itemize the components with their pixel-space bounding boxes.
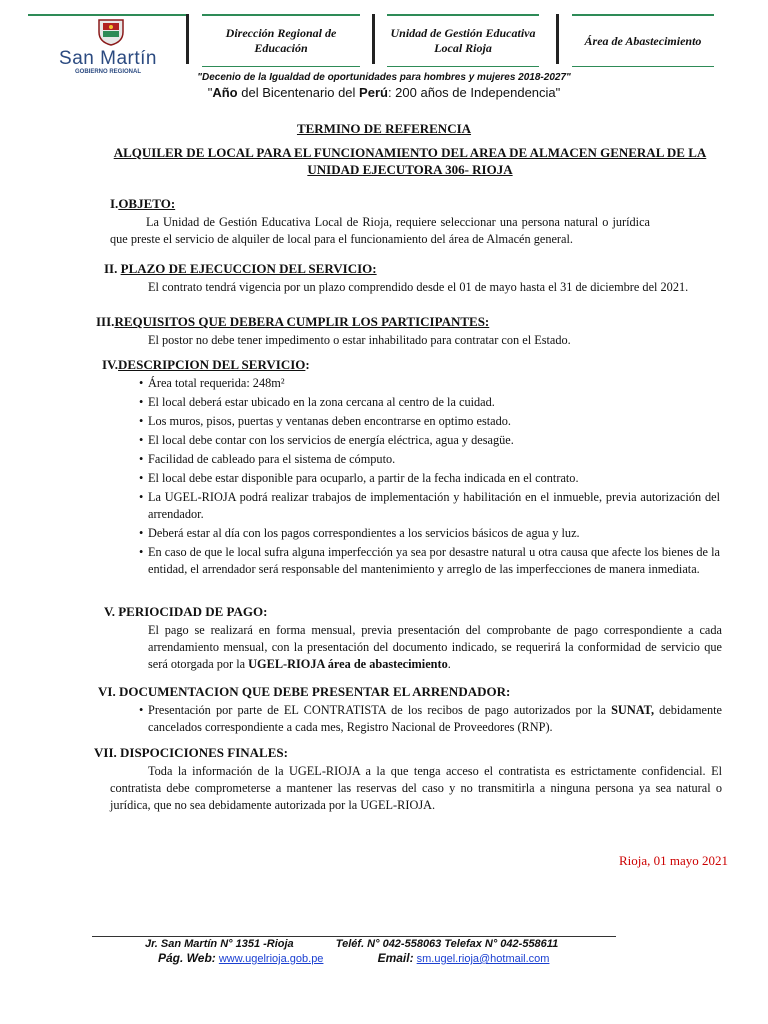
year-slogan: "Año del Bicentenario del Perú: 200 años de Independencia" [207,85,561,100]
header-divider [372,14,375,64]
section-plazo-text: El contrato tendrá vigencia por un plazo comprendido desde el 01 de mayo hasta el 31 de diciembre del 2021. [148,280,689,294]
header-box-ugel: Unidad de Gestión Educativa Local Rioja [387,14,539,66]
footer-phone: Teléf. N° 042-558063 Telefax N° 042-558611 [335,938,559,950]
document-date: Rioja, 01 mayo 2021 [618,853,728,868]
logo-subtitle: GOBIERNO REGIONAL [74,69,141,75]
section-documentacion-heading: VI. DOCUMENTACION QUE DEBE PRESENTAR EL ARRENDADOR: [98,684,511,699]
section-pago-heading: V. PERIOCIDAD DE PAGO: [104,604,268,619]
section-pago-text: El pago se realizará en forma mensual, previa presentación del comprobante de pago correspondiente a cada arrendamiento mensual, con la presentación del documento indicado, se requerirá la conformidad de servicio que será otorgada por la UGEL-RIOJA área de abastecimiento. [148,623,722,671]
list-item: • Área total requerida: 248m² [148,375,718,392]
list-item: • En caso de que le local sufra alguna imperfección ya sea por desastre natural u otra causa que afecte los bienes de la entidad, el arrendador será responsable del mantenimiento y arreglo de las imperfecciones de manera inmediata. [148,544,720,578]
decenio-slogan: "Decenio de la Igualdad de oportunidades para hombres y mujeres 2018-2027" [197,72,571,83]
section-requisitos-text: El postor no debe tener impedimento o estar inhabilitado para contratar con el Estado. [148,333,571,347]
header-divider [556,14,559,64]
header-box-area: Área de Abastecimiento [572,14,714,66]
list-item: • Los muros, pisos, puertas y ventanas deben encontrarse en optimo estado. [148,413,718,430]
list-item: • El local debe contar con los servicios de energía eléctrica, agua y desagüe. [148,432,718,449]
document-title: TERMINO DE REFERENCIA [296,121,472,136]
section-objeto-text: La Unidad de Gestión Educativa Local de Rioja, requiere seleccionar una persona natural o jurídica que preste el servicio de alquiler de local para el funcionamiento del área de Almacén general. [110,215,650,246]
logo-text: San Martín [59,48,157,69]
footer-divider [92,936,616,937]
section-disposiciones-heading: VII. DISPOCICIONES FINALES: [94,745,288,760]
list-item: • El local deberá estar ubicado en la zona cercana al centro de la cuidad. [148,394,718,411]
section-requisitos-heading: III.REQUISITOS QUE DEBERA CUMPLIR LOS PARTICIPANTES: [96,314,490,329]
coat-of-arms-icon [96,18,126,46]
header-box-direccion: Dirección Regional de Educación [202,14,360,66]
list-item: • La UGEL-RIOJA podrá realizar trabajos de implementación y habilitación en el inmueble, previa autorización del arrendador. [148,489,720,523]
section-plazo-heading: II. PLAZO DE EJECUCCION DEL SERVICIO: [104,261,377,276]
document-subtitle: ALQUILER DE LOCAL PARA EL FUNCIONAMIENTO DEL AREA DE ALMACEN GENERAL DE LA UNIDAD EJECUTORA 306- RIOJA [113,145,707,177]
footer-web: Pág. Web: www.ugelrioja.gob.pe Email: sm.ugel.rioja@hotmail.com [158,951,550,965]
list-item: • Presentación por parte de EL CONTRATISTA de los recibos de pago autorizados por la SUNAT, debidamente cancelados correspondiente a cada mes, Registro Nacional de Proveedores (RNP). [148,702,722,736]
footer-contact [145,938,558,950]
section-disposiciones-text: Toda la información de la UGEL-RIOJA a la que tenga acceso el contratista es estrictamente confidencial. El contratista debe comprometerse a mantener las reservas del caso y no transmitirla a ninguna persona ya sea natural o jurídica, que no sea debidamente autorizada por la UGEL-RIOJA. [110,764,722,812]
list-item: • Deberá estar al día con los pagos correspondientes a los servicios básicos de agua y luz. [148,525,718,542]
list-item: • Facilidad de cableado para el sistema de cómputo. [148,451,718,468]
website-link[interactable]: www.ugelrioja.gob.pe [218,953,324,965]
footer-address: Jr. San Martín N° 1351 -Rioja [145,938,294,950]
header-divider [186,14,189,64]
section-objeto-heading: I.OBJETO: [110,196,176,211]
email-link[interactable]: sm.ugel.rioja@hotmail.com [416,953,550,965]
list-item: • El local debe estar disponible para ocuparlo, a partir de la fecha indicada en el contrato. [148,470,718,487]
section-descripcion-heading: IV.DESCRIPCION DEL SERVICIO: [102,357,310,372]
logo [28,14,188,74]
